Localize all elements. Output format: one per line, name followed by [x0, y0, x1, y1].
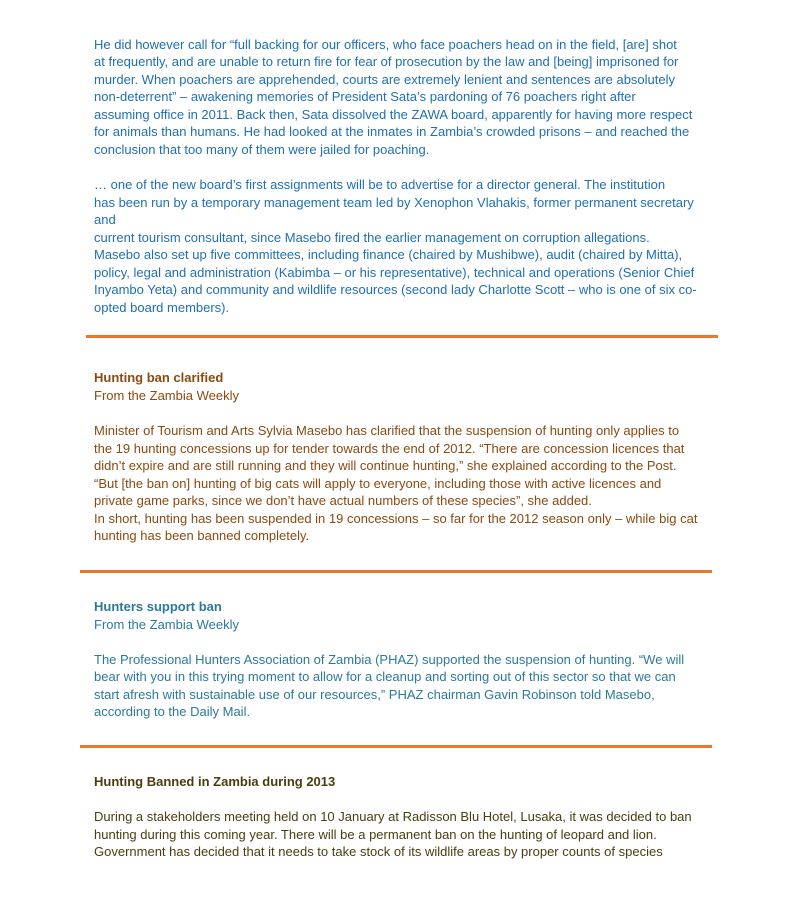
paragraph-line: Masebo also set up five committees, including finance (chaired by Mushibwe), audit (chaired by Mitta), — [94, 247, 683, 262]
section-divider — [80, 745, 712, 748]
paragraph-line: at frequently, and are unable to return fire for fear of prosecution by the law and [being] imprisoned for — [94, 54, 679, 69]
paragraph-line: … one of the new board’s first assignments will be to advertise for a director general. The institution — [94, 177, 666, 192]
paragraph-line: conclusion that too many of them were jailed for poaching. — [94, 142, 430, 157]
paragraph-line: current tourism consultant, since Masebo fired the earlier management on corruption allegations. — [94, 230, 650, 245]
paragraph-line: Government has decided that it needs to take stock of its wildlife areas by proper counts of species — [94, 844, 663, 859]
section-divider — [86, 335, 718, 338]
paragraph-line: Inyambo Yeta) and community and wildlife resources (second lady Charlotte Scott – who is one of six co- — [94, 282, 697, 297]
section-source: From the Zambia Weekly — [94, 617, 239, 632]
paragraph-line: Minister of Tourism and Arts Sylvia Masebo has clarified that the suspension of hunting only applies to — [94, 423, 680, 438]
paragraph-line: He did however call for “full backing for our officers, who face poachers head on in the field, [are] shot — [94, 37, 677, 52]
paragraph-line: has been run by a temporary management team led by Xenophon Vlahakis, former permanent secretary — [94, 195, 694, 210]
paragraph-line: murder. When poachers are apprehended, courts are extremely lenient and sentences are absolutely — [94, 72, 676, 87]
paragraph-line: the 19 hunting concessions up for tender towards the end of 2012. “There are concession licences that — [94, 441, 685, 456]
paragraph-line: private game parks, since we don’t have actual numbers of these species”, she added. — [94, 493, 592, 508]
paragraph-line: bear with you in this trying moment to allow for a cleanup and sorting out of this sector so that we can — [94, 669, 676, 684]
paragraph-line: During a stakeholders meeting held on 10 January at Radisson Blu Hotel, Lusaka, it was decided to ban — [94, 809, 692, 824]
paragraph-line: opted board members). — [94, 300, 230, 315]
section-title: Hunters support ban — [94, 599, 222, 614]
paragraph-line: assuming office in 2011. Back then, Sata dissolved the ZAWA board, apparently for having more respect — [94, 107, 693, 122]
paragraph-line: start afresh with sustainable use of our resources,” PHAZ chairman Gavin Robinson told Masebo, — [94, 687, 655, 702]
paragraph-line: for animals than humans. He had looked at the inmates in Zambia’s crowded prisons – and reached the — [94, 124, 690, 139]
paragraph-line: according to the Daily Mail. — [94, 704, 251, 719]
section-title: Hunting Banned in Zambia during 2013 — [94, 774, 336, 789]
paragraph-line: hunting has been banned completely. — [94, 528, 310, 543]
paragraph-line: hunting during this coming year. There will be a permanent ban on the hunting of leopard and lion. — [94, 827, 657, 842]
section-title: Hunting ban clarified — [94, 370, 224, 385]
paragraph-line: policy, legal and administration (Kabimba – or his representative), technical and operations (Senior Chief — [94, 265, 695, 280]
paragraph-line: didn’t expire and are still running and they will continue hunting,” she explained according to the Post. — [94, 458, 677, 473]
paragraph-line: In short, hunting has been suspended in 19 concessions – so far for the 2012 season only – while big cat — [94, 511, 698, 526]
paragraph-line: and — [94, 212, 116, 227]
section-divider — [80, 570, 712, 573]
paragraph-line: non-deterrent” – awakening memories of President Sata’s pardoning of 76 poachers right after — [94, 89, 636, 104]
paragraph-line: “But [the ban on] hunting of big cats will apply to everyone, including those with active licences and — [94, 476, 662, 491]
paragraph-line: The Professional Hunters Association of Zambia (PHAZ) supported the suspension of hunting. “We will — [94, 652, 685, 667]
section-source: From the Zambia Weekly — [94, 388, 239, 403]
